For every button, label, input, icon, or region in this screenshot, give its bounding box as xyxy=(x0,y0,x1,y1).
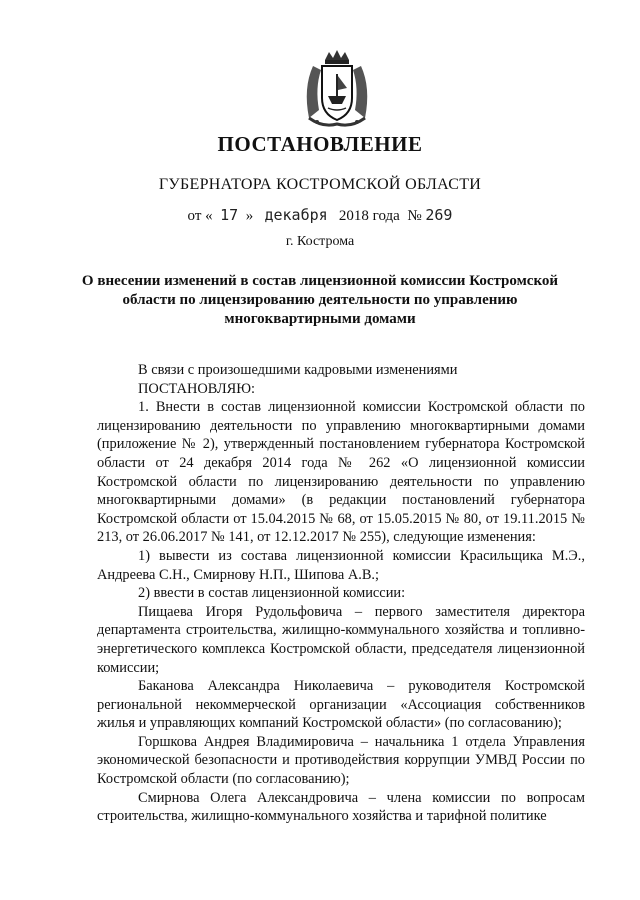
heading-line: области по лицензированию деятельности по управлению xyxy=(122,292,518,308)
date-day: 17 xyxy=(220,206,239,224)
date-mid: » xyxy=(245,208,254,224)
city-name: г. Кострома xyxy=(285,234,355,249)
paragraph-remove-members: 1) вывести из состава лицензионной комиссии Красильщика М.Э., Андреева С.Н., Смирнову Н.П., Шипова А.В.; xyxy=(97,547,585,583)
paragraph-preamble: В связи с произошедшими кадровыми изменениями xyxy=(138,362,458,378)
paragraph-item-1: 1. Внести в состав лицензионной комиссии Костромской области по лицензированию деятельности по управлению многоквартирными домами (приложение № 2), утвержденный постановлением губернатора Костромской области от 24 декабря 2014 года № 262 «О лицензионной комиссии Костромской области по лицензированию деятельности по управлению многоквартирными домами» (в редакции постановлений губернатора Костромской области от 15.04.2015 № 68, от 15.05.2015 № 80, от 19.11.2015 № 213, от 26.06.2017 № 141, от 12.12.2017 № 255), следующие изменения: xyxy=(97,399,585,546)
heading-line: многоквартирными домами xyxy=(224,311,416,327)
heading-line: О внесении изменений в состав лицензионной комиссии Костромской xyxy=(81,273,559,289)
paragraph-member: Смирнова Олега Александровича – члена комиссии по вопросам строительства, жилищно-коммунального хозяйства и тарифной политике xyxy=(97,789,585,825)
number-sign: № xyxy=(407,208,422,224)
date-line xyxy=(0,206,640,225)
paragraph-member: Баканова Александра Николаевича – руководителя Костромской региональной некоммерческой организации «Ассоциация собственников жилья и управляющих компаний Костромской области» (по согласованию); xyxy=(97,678,585,732)
paragraph-resolve: ПОСТАНОВЛЯЮ: xyxy=(138,380,256,397)
paragraph-add-members: 2) ввести в состав лицензионной комиссии: xyxy=(138,585,406,602)
date-month: декабря xyxy=(264,206,328,224)
document-body xyxy=(97,361,585,826)
coat-of-arms-emblem xyxy=(295,48,379,130)
document-number: 269 xyxy=(425,206,453,224)
issuer-subtitle: ГУБЕРНАТОРА КОСТРОМСКОЙ ОБЛАСТИ xyxy=(158,176,482,193)
date-prefix: от « xyxy=(187,208,213,224)
date-year: 2018 года xyxy=(338,208,400,224)
paragraph-member: Горшкова Андрея Владимировича – начальника 1 отдела Управления экономической безопасности и противодействия коррупции УМВД России по Костромской области (по согласованию); xyxy=(97,733,585,788)
document-heading xyxy=(0,272,640,329)
document-title: ПОСТАНОВЛЕНИЕ xyxy=(217,132,423,156)
paragraph-member: Пищаева Игоря Рудольфовича – первого заместителя директора департамента строительства, жилищно-коммунального хозяйства и топливно-энергетического комплекса Костромской области, председателя лицензионной комиссии; xyxy=(97,603,585,676)
